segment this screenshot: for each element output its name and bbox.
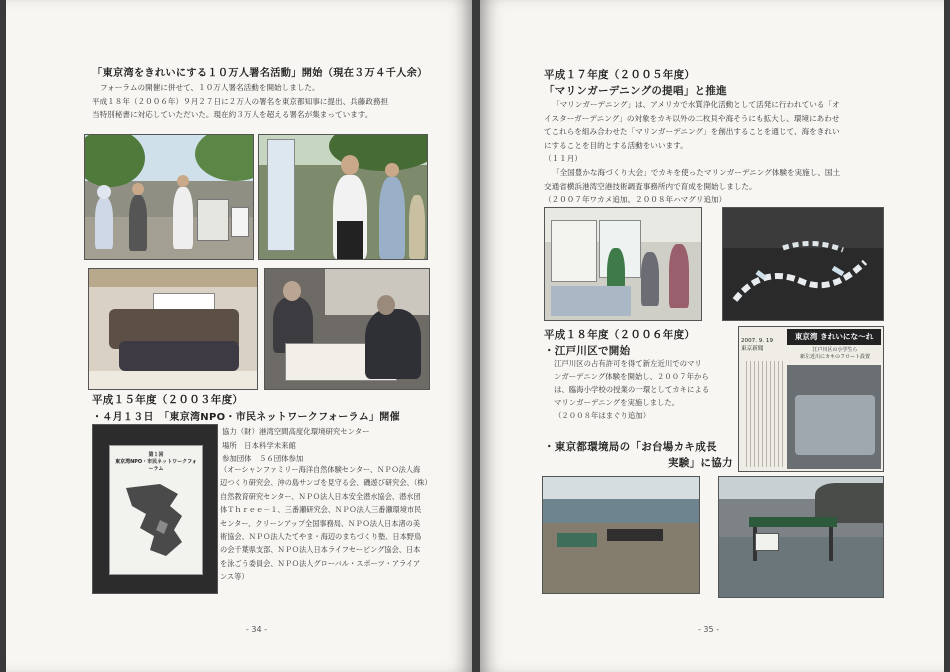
marine-gardening-heading: 「マリンガーデニングの提唱」と推進 [544, 85, 727, 97]
clip-paper: 東京新聞 [741, 346, 764, 352]
signature-campaign-text [92, 81, 452, 122]
photo-oyster-rack [718, 476, 884, 598]
page-number-left: - 34 - [246, 625, 268, 634]
head [377, 295, 395, 315]
text-line: フォーラムの開催に併せて、１０万人署名活動を開始しました。 [100, 83, 320, 92]
photo-group [88, 268, 258, 390]
org-line: ンス等） [220, 572, 249, 582]
photo-street-signature [84, 134, 254, 260]
text-line: イスターガーデニング」の対象をカキ以外の二枚貝や海そうにも拡大し、環境にあわせ [544, 113, 840, 123]
text-line: 当特別秘書に対応していただいた。現在約３万人を超える署名が集まっています。 [92, 110, 373, 120]
person [641, 252, 659, 306]
fy2006-heading: 平成１８年度（２００６年度） [544, 329, 696, 341]
odaiba-heading-line2: 実験」に協力 [668, 457, 733, 469]
left-page [6, 0, 472, 672]
trousers [337, 221, 363, 259]
cover-title-line: 第１回 [148, 452, 164, 458]
head [341, 155, 359, 175]
text-line: は、臨海小学校の授業の一環としてカキによる [554, 385, 710, 394]
water [543, 499, 699, 523]
org-line: 自然教育研究センター、ＮＰＯ法人日本安全潜水協会、潜水団 [220, 491, 421, 501]
org-line: 術協会、ＮＰＯ法人たてやま・海辺のまちづくり塾、日本野鳥 [220, 532, 422, 542]
text-line: 交通省横浜港湾空港技術調査事務所内で育成を開始しました。 [544, 181, 757, 191]
rack-top [749, 517, 837, 527]
clip-date: 2007. 9. 19 [741, 338, 774, 344]
photo-odaiba-beach [542, 476, 700, 594]
water [719, 537, 883, 597]
clip-dateline [741, 337, 773, 353]
group-front-row [119, 341, 239, 371]
person [173, 187, 193, 249]
sign-board [197, 199, 229, 241]
person [669, 244, 689, 308]
person-submitter [365, 309, 421, 379]
cover-sheet [109, 445, 203, 575]
text-line: （２００７年ワカメ追加、２００８年ハマグリ追加） [544, 195, 727, 205]
wall-frame [89, 269, 257, 287]
signature-campaign-heading: 「東京湾をきれいにする１０万人署名活動」開始（現在３万４千人余） [92, 68, 428, 79]
fy2005-heading: 平成１７年度（２００５年度） [544, 69, 696, 81]
text-line: 江戸川区の占有許可を得て新左近川でのマリ [554, 359, 702, 368]
text-line: 平成１８年（２００６年）９月２７日に２万人の署名を東京都知事に提出、兵藤政務担 [92, 96, 389, 106]
text-line: （２００８年はまぐり追加） [554, 411, 651, 420]
info-sign [755, 533, 779, 551]
info-line: 場所 日本科学未来館 [222, 440, 296, 450]
forum-info [222, 425, 432, 466]
clip-subheads [789, 347, 881, 361]
text-line: にすることを目的とする活動をいいます。 [544, 140, 688, 150]
org-line: 体Ｔｈｒｅｅ－１、三番瀬研究会、ＮＰＯ法人三番瀬環境市民 [220, 505, 422, 515]
info-line: 参加団体 ５６団体参加 [222, 454, 304, 464]
text-line: マリンガーデニングを実施しました。 [554, 398, 680, 407]
person [379, 177, 405, 259]
person [129, 195, 147, 251]
clip-photo [787, 365, 881, 469]
newspaper-clipping [738, 326, 884, 472]
rack-leg [829, 527, 833, 561]
forum-cover-photo [92, 424, 218, 594]
hat [97, 185, 111, 199]
poster-panel [551, 220, 597, 282]
org-line: の会千葉県支部、ＮＰＯ法人日本ライフセービング協会、日本 [220, 545, 421, 555]
info-line: 協力（財）港湾空間高度化環境研究センター [222, 427, 370, 436]
photo-exhibition [544, 207, 702, 321]
tokyo-bay-map [120, 480, 192, 560]
org-line: センター、クリーンアップ全国事務局、ＮＰＯ法人日本渚の美 [220, 518, 421, 528]
odaiba-heading-line1: ・東京都環境局の「お台場カキ成長 [544, 441, 717, 453]
marine-gardening-text [544, 98, 924, 207]
text-line: 「マリンガーデニング」は、アメリカで水質浄化活動として活発に行われている「オ [552, 100, 840, 109]
head [177, 175, 189, 187]
clip-headline: 東京湾 きれいにな〜れ [787, 329, 881, 345]
head [385, 163, 399, 177]
participating-orgs [220, 463, 442, 584]
org-line: を泳ごう委員会、ＮＰＯ法人グローバル・スポーツ・アライア [220, 558, 421, 568]
cover-title [114, 452, 198, 473]
oyster-mat [557, 533, 597, 547]
panel-board [267, 139, 295, 251]
clip-subhead: 江戸川区の小学生ら [812, 347, 858, 353]
edogawa-heading: ・江戸川区で開始 [544, 345, 631, 357]
text-line: てこれらを組み合わせた「マリンガーデニング」を創出することを通じて、海をきれい [544, 127, 840, 137]
text-line: 「全国豊かな海づくり大会」でカキを使ったマリンガーデニング体験を実施し、国土 [552, 167, 841, 177]
oyster-row [607, 529, 663, 541]
org-line: 辺つくり研究会、沖の島サンゴを見守る会、磯遊び研究会、（株） [220, 478, 432, 488]
cover-title-line: 東京湾NPO・市民ネットワークフォーラム [115, 459, 197, 472]
clip-subhead: 新左近川にカキのフロート設置 [799, 354, 870, 360]
page-number-right: - 35 - [698, 625, 720, 634]
sky [543, 477, 699, 499]
clip-photo-children [795, 395, 875, 455]
head [283, 281, 301, 301]
photo-signature-boards [258, 134, 428, 260]
clip-body-text [743, 361, 783, 467]
fy2003-heading: 平成１５年度（２００３年度） [92, 394, 244, 406]
edogawa-text [554, 357, 734, 422]
head [132, 183, 144, 195]
text-line: （１１月） [544, 154, 582, 164]
person [95, 197, 113, 249]
forum-heading: ・４月１３日 「東京湾NPO・市民ネットワークフォーラム」開催 [92, 412, 400, 423]
person [409, 195, 425, 259]
photo-submission [264, 268, 430, 390]
org-line: （オーシャンファミリー海洋自然体験センター、ＮＰＯ法人海 [220, 465, 421, 474]
right-page [480, 0, 944, 672]
floor [89, 371, 257, 389]
photo-oyster-tires [722, 207, 884, 321]
display-table [551, 286, 631, 316]
sign-board [231, 207, 249, 237]
text-line: ンガーデニング体験を開始し、２００７年から [554, 372, 709, 381]
oyster-shapes [723, 208, 883, 320]
